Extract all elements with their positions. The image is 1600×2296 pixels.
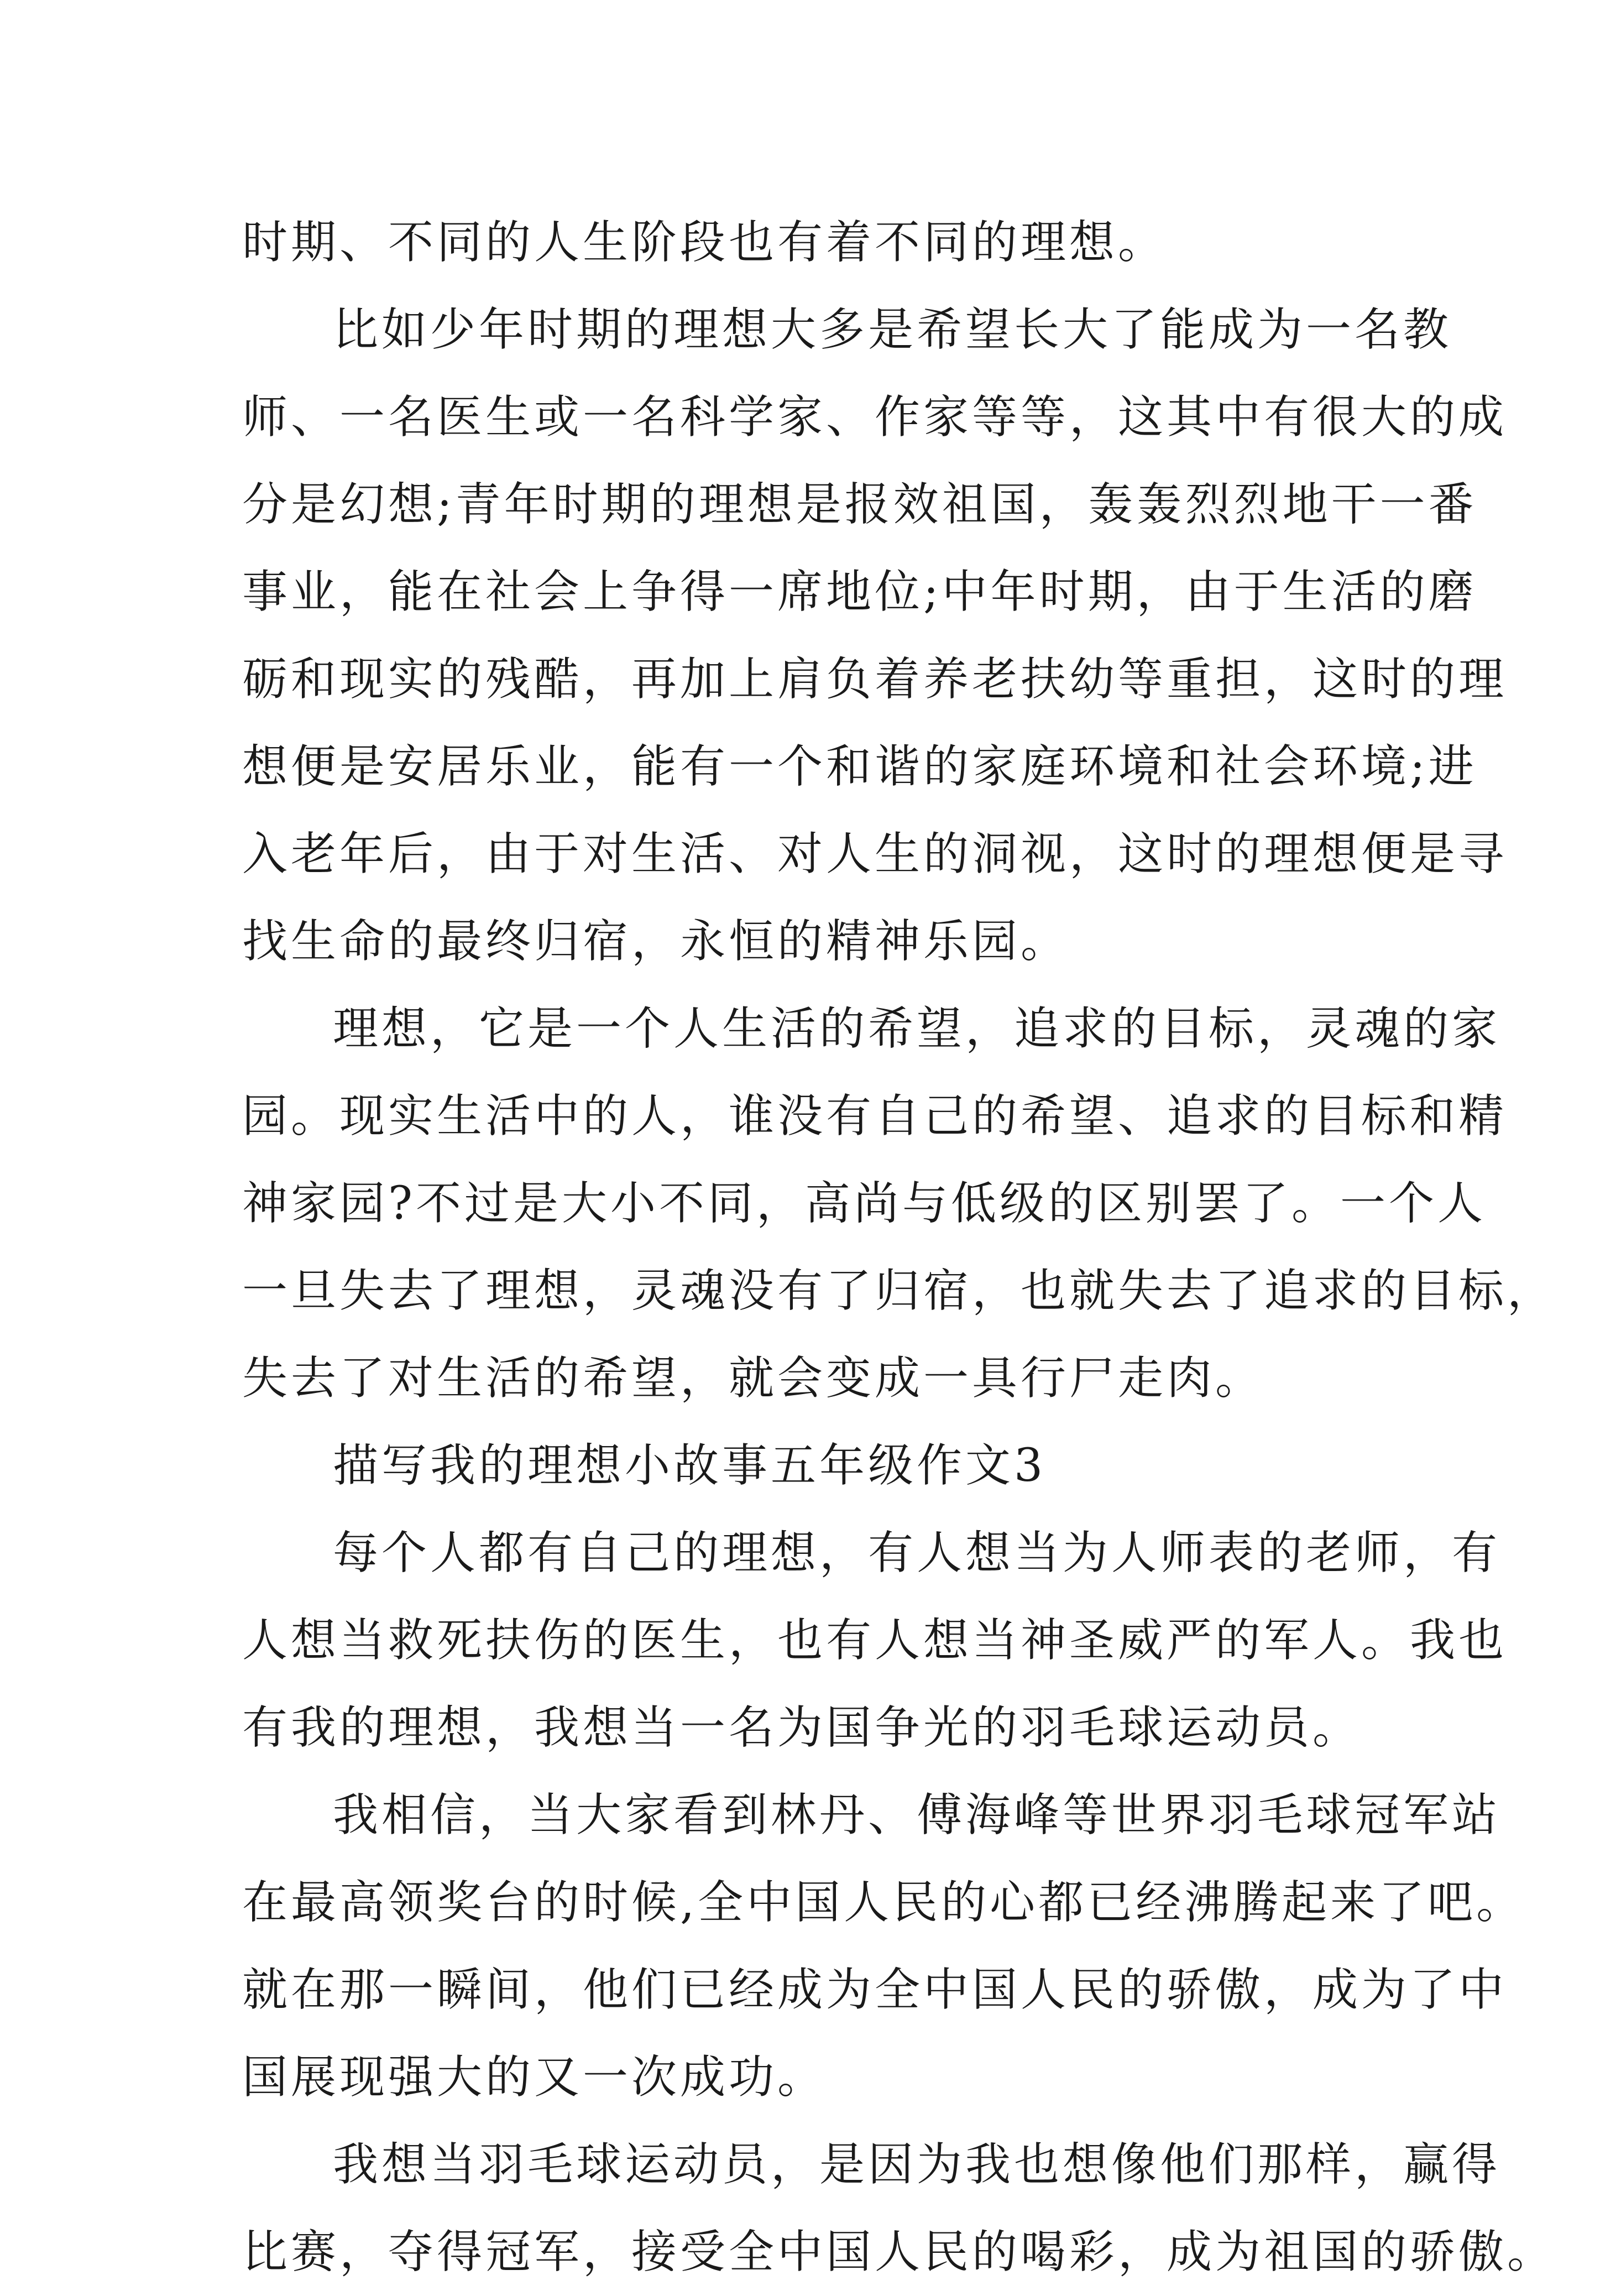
text-line: 园。现实生活中的人，谁没有自己的希望、追求的目标和精: [242, 1090, 1508, 1142]
text-line: 在最高领奖台的时候,全中国人民的心都已经沸腾起来了吧。: [242, 1876, 1525, 1929]
text-line: 失去了对生活的希望，就会变成一具行尸走肉。: [242, 1352, 1264, 1405]
text-line: 有我的理想，我想当一名为国争光的羽毛球运动员。: [242, 1702, 1362, 1754]
text-line: 神家园?不过是大小不同，高尚与低级的区别罢了。一个人: [242, 1177, 1486, 1230]
text-line: 一旦失去了理想，灵魂没有了归宿，也就失去了追求的目标，: [242, 1265, 1556, 1317]
paragraph-first-line: 我相信，当大家看到林丹、傅海峰等世界羽毛球冠军站: [333, 1789, 1501, 1841]
paragraph-first-line: 每个人都有自己的理想，有人想当为人师表的老师，有: [333, 1527, 1501, 1579]
text-line: 事业，能在社会上争得一席地位;中年时期，由于生活的磨: [242, 566, 1477, 618]
text-line: 国展现强大的又一次成功。: [242, 2051, 827, 2104]
text-line: 入老年后，由于对生活、对人生的洞视，这时的理想便是寻: [242, 828, 1508, 880]
text-line: 比赛，夺得冠军，接受全中国人民的喝彩，成为祖国的骄傲。: [242, 2226, 1556, 2278]
text-line: 找生命的最终归宿，永恒的精神乐园。: [242, 915, 1070, 968]
essay-body: [242, 199, 1556, 2296]
text-line: 分是幻想;青年时期的理想是报效祖国，轰轰烈烈地干一番: [242, 478, 1477, 531]
text-line: 就在那一瞬间，他们已经成为全中国人民的骄傲，成为了中: [242, 1964, 1508, 2016]
paragraph-first-line: 我想当羽毛球运动员，是因为我也想像他们那样，赢得: [333, 2138, 1501, 2191]
section-heading: 描写我的理想小故事五年级作文3: [333, 1439, 1047, 1492]
text-line: 师、一名医生或一名科学家、作家等等，这其中有很大的成: [242, 391, 1508, 443]
text-line: 砺和现实的残酷，再加上肩负着养老扶幼等重担，这时的理: [242, 653, 1508, 706]
paragraph-first-line: 理想，它是一个人生活的希望，追求的目标，灵魂的家: [333, 1003, 1501, 1055]
text-line: 人想当救死扶伤的医生，也有人想当神圣威严的军人。我也: [242, 1614, 1508, 1667]
text-line: 时期、不同的人生阶段也有着不同的理想。: [242, 216, 1167, 269]
paragraph-first-line: 比如少年时期的理想大多是希望长大了能成为一名教: [333, 304, 1452, 356]
text-line: 想便是安居乐业，能有一个和谐的家庭环境和社会环境;进: [242, 740, 1477, 793]
